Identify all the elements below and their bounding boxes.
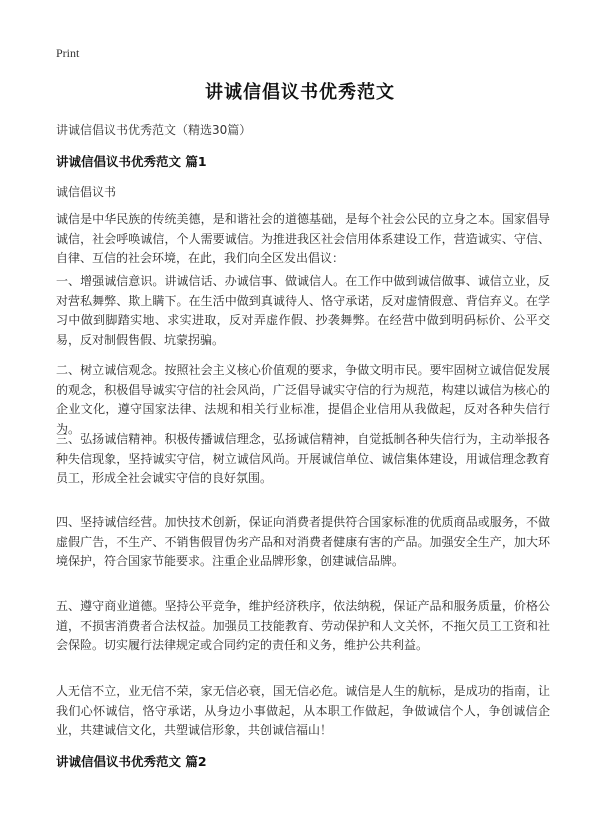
page-title: 讲诚信倡议书优秀范文 <box>205 82 395 103</box>
print-link[interactable]: Print <box>56 46 80 60</box>
paragraph-point-1: 一、增强诚信意识。讲诚信话、办诚信事、做诚信人。在工作中做到诚信做事、诚信立业，反对营私舞弊、欺上瞒下。在生活中做到真诚待人、恪守承诺，反对虚情假意、背信弃义。在学习中做到脚踏实地、求实进取，反对弄虚作假、抄袭舞弊。在经营中做到明码标价、公平交易，反对制假售假、坑蒙拐骗。 <box>56 274 550 347</box>
paragraph-point-5: 五、遵守商业道德。坚持公平竞争，维护经济秩序，依法纳税，保证产品和服务质量，价格公道，不损害消费者合法权益。加强员工技能教育、劳动保护和人文关怀，不拖欠员工工资和社会保险。切实履行法律规定或合同约定的责任和义务，维护公共利益。 <box>56 599 550 652</box>
paragraph-intro: 诚信是中华民族的传统美德，是和谐社会的道德基础，是每个社会公民的立身之本。国家倡导诚信，社会呼唤诚信，个人需要诚信。为推进我区社会信用体系建设工作，营造诚实、守信、自律、互信的社会环境，在此，我们向全区发出倡议： <box>56 212 550 265</box>
section-heading-1: 讲诚信倡议书优秀范文 篇1 <box>56 154 207 169</box>
paragraph-closing: 人无信不立，业无信不荣，家无信必衰，国无信必危。诚信是人生的航标，是成功的指南，让我们心怀诚信，恪守承诺，从身边小事做起，从本职工作做起，争做诚信个人，争创诚信企业，共建诚信文化，共塑诚信形象，共创诚信福山！ <box>56 684 550 737</box>
paragraph-point-4: 四、坚持诚信经营。加快技术创新，保证向消费者提供符合国家标准的优质商品或服务，不做虚假广告，不生产、不销售假冒伪劣产品和对消费者健康有害的产品。加强安全生产，加大环境保护，符合国家节能要求。注重企业品牌形象，创建诚信品牌。 <box>56 515 550 568</box>
document-subtitle: 讲诚信倡议书优秀范文（精选30篇） <box>56 123 252 137</box>
paragraph-point-2: 二、树立诚信观念。按照社会主义核心价值观的要求，争做文明市民。要牢固树立诚信促发展的观念，积极倡导诚实守信的社会风尚，广泛倡导诚实守信的行为规范，构建以诚信为核心的企业文化，遵守国家法律、法规和相关行业标准，提倡企业信用从我做起，反对各种失信行为。 <box>56 363 550 436</box>
document-label: 诚信倡议书 <box>56 185 117 199</box>
section-heading-2: 讲诚信倡议书优秀范文 篇2 <box>56 754 207 769</box>
paragraph-point-3: 三、弘扬诚信精神。积极传播诚信理念，弘扬诚信精神，自觉抵制各种失信行为，主动举报各种失信现象，坚持诚实守信，树立诚信风尚。开展诚信单位、诚信集体建设，用诚信理念教育员工，形成全社会诚实守信的良好氛围。 <box>56 432 550 485</box>
